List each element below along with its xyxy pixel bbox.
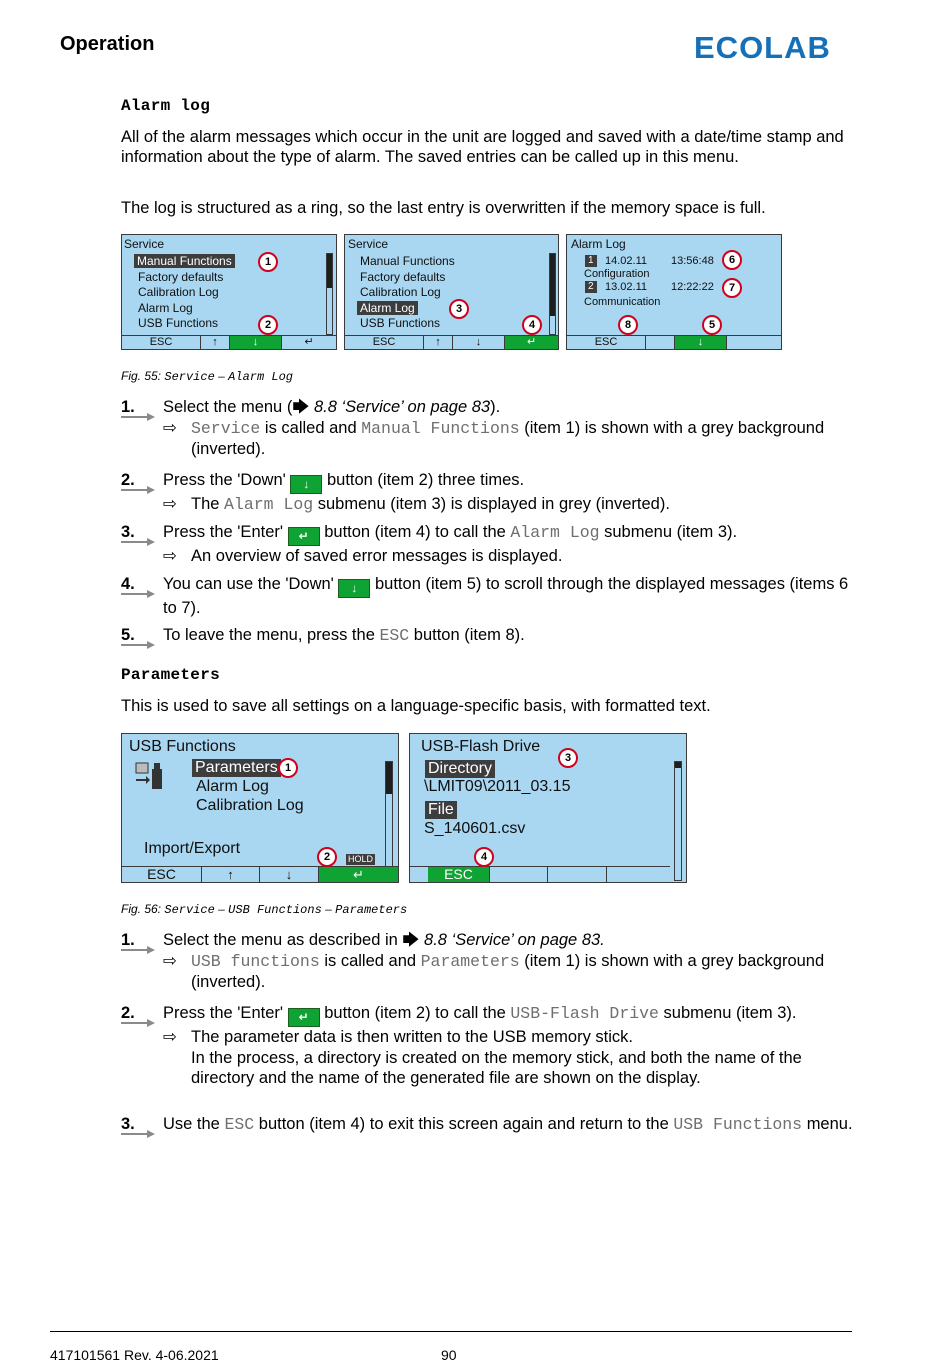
result-text: submenu (item 3) is displayed in grey (inverted). [317, 495, 670, 513]
softkey-esc: ESC [345, 336, 424, 349]
softkey-enter: ↵ [505, 336, 558, 349]
softkey-down: ↓ [260, 867, 319, 882]
code-text: USB functions [191, 951, 320, 971]
callout-7: 7 [722, 278, 742, 298]
callout-1: 1 [258, 252, 278, 272]
step-arrow-icon [121, 413, 157, 421]
menu-item-calibration-log: Calibration Log [196, 797, 304, 814]
code-text: ESC [224, 1115, 255, 1134]
menu-item-calibration-log: Calibration Log [138, 285, 219, 299]
menu-item-calibration-log: Calibration Log [360, 285, 441, 299]
caption-separator: – [325, 902, 332, 916]
caption-prefix: Fig. 56: [121, 902, 162, 916]
result-text: An overview of saved error messages is displayed. [191, 547, 563, 565]
menu-item-factory-defaults: Factory defaults [360, 270, 446, 284]
directory-label: Directory [425, 760, 495, 778]
step-arrow-icon [121, 1019, 157, 1027]
step-1-4 [121, 574, 861, 619]
footer-page-number: 90 [441, 1347, 457, 1363]
step-text: button (item 2) to call the [324, 1004, 506, 1022]
screen-service-1 [121, 234, 337, 350]
code-text: USB Functions [673, 1115, 803, 1134]
step-arrow-icon [121, 538, 157, 546]
menu-item-alarm-log: Alarm Log [138, 301, 193, 315]
file-value: S_140601.csv [424, 820, 526, 837]
callout-2: 2 [258, 315, 278, 335]
step-text: button (item 4) to call the [324, 523, 506, 541]
result-arrow-icon: ⇨ [163, 495, 177, 513]
usb-icon [134, 761, 166, 795]
figure-56-caption [121, 902, 407, 917]
directory-value: \LMIT09\2011_03.15 [424, 778, 571, 795]
file-label: File [425, 801, 457, 819]
menu-item-factory-defaults: Factory defaults [138, 270, 224, 284]
menu-item-manual-functions: Manual Functions [360, 254, 455, 268]
callout-8: 8 [618, 315, 638, 335]
screen-title: Service [124, 237, 165, 251]
callout-2: 2 [317, 847, 337, 867]
screen-title: Service [348, 237, 389, 251]
screen-title: USB Functions [129, 738, 236, 755]
entry-2-type: Communication [584, 296, 661, 308]
menu-item-manual-functions: Manual Functions [134, 254, 235, 268]
cross-reference-link[interactable]: 8.8 ‘Service’ on page 83. [424, 931, 605, 949]
caption-part: Parameters [335, 903, 408, 917]
step-number: 3. [121, 523, 135, 541]
alarm-paragraph-2: The log is structured as a ring, so the last entry is overwritten if the memory space is full. [121, 199, 766, 217]
cross-reference-link[interactable]: 8.8 ‘Service’ on page 83 [313, 398, 491, 416]
scrollbar [549, 253, 556, 335]
step-number: 3. [121, 1115, 135, 1133]
screen-title: USB-Flash Drive [421, 738, 541, 755]
step-text: Press the 'Enter' [163, 523, 284, 541]
entry-2-date: 13.02.11 [605, 281, 648, 293]
step-text: button (item 8). [413, 626, 525, 644]
entry-2-number: 2 [585, 281, 597, 293]
softkey-up: ↑ [424, 336, 453, 349]
import-export-label: Import/Export [144, 840, 241, 857]
scrollbar [674, 761, 682, 881]
figure-55-caption [121, 369, 293, 384]
menu-item-alarm-log: Alarm Log [357, 301, 418, 315]
softkey-esc: ESC [122, 336, 201, 349]
step-2-3 [121, 1114, 861, 1136]
softkey-enter: ↵ [319, 867, 398, 882]
softkey-esc: ESC [428, 867, 490, 882]
step-number: 1. [121, 931, 135, 949]
screen-title: Alarm Log [571, 237, 626, 251]
code-text: USB-Flash Drive [510, 1004, 659, 1023]
softkey-esc: ESC [567, 336, 646, 349]
step-number: 1. [121, 398, 135, 416]
callout-3: 3 [449, 299, 469, 319]
section-title-alarm-log: Alarm log [121, 97, 211, 115]
softkey-bar [345, 335, 558, 349]
step-arrow-icon [121, 1130, 157, 1138]
screen-usb-flash-drive [409, 733, 687, 883]
callout-4: 4 [522, 315, 542, 335]
step-text: submenu (item 3). [604, 523, 738, 541]
ecolab-logo [694, 30, 854, 62]
link-arrow-icon: 🡆 [402, 931, 425, 949]
footer-divider [50, 1331, 852, 1332]
result-text: (item 1) is shown with a grey background (inverted). [191, 418, 825, 458]
softkey-up: ↑ [202, 867, 260, 882]
menu-item-parameters: Parameters [192, 759, 281, 777]
caption-part: Service [164, 370, 215, 384]
result-text: The [191, 495, 220, 513]
step-text: Press the 'Down' [163, 471, 286, 489]
hold-badge: HOLD [348, 854, 374, 864]
step-text: menu. [806, 1115, 853, 1133]
step-text: button (item 2) three times. [326, 471, 525, 489]
alarm-paragraph-1: All of the alarm messages which occur in the unit are logged and saved with a date/time stamp and information about the type of alarm. The saved entries can be called up in this menu. [121, 128, 844, 166]
step-number: 5. [121, 626, 135, 644]
code-text: Alarm Log [510, 523, 600, 542]
result-arrow-icon: ⇨ [163, 951, 177, 970]
caption-part: Service [164, 903, 215, 917]
softkey-esc: ESC [122, 867, 202, 882]
softkey-down: ↓ [453, 336, 505, 349]
step-text: To leave the menu, press the [163, 626, 375, 644]
softkey-bar [122, 866, 398, 882]
page-header-title: Operation [60, 33, 155, 55]
caption-part: Alarm Log [228, 370, 293, 384]
caption-prefix: Fig. 55: [121, 369, 162, 383]
menu-item-alarm-log: Alarm Log [196, 778, 269, 795]
footer-document-number: 417101561 Rev. 4-06.2021 [50, 1347, 219, 1363]
step-text: You can use the 'Down' [163, 575, 334, 593]
result-arrow-icon: ⇨ [163, 1028, 177, 1046]
menu-item-usb-functions: USB Functions [360, 316, 441, 330]
step-arrow-icon [121, 590, 157, 598]
step-number: 4. [121, 575, 135, 593]
step-text: submenu (item 3). [663, 1004, 797, 1022]
result-text: is called and [324, 951, 417, 970]
down-button-icon: ↓ [290, 475, 322, 494]
step-1-1 [121, 397, 861, 460]
softkey-blank [548, 867, 607, 882]
code-text: Alarm Log [224, 495, 314, 514]
callout-5: 5 [702, 315, 722, 335]
softkey-blank [646, 336, 675, 349]
softkey-enter: ↵ [304, 336, 314, 348]
step-text: Select the menu ( [163, 398, 293, 416]
entry-1-time: 13:56:48 [671, 255, 714, 267]
step-1-5 [121, 625, 861, 647]
section-title-parameters: Parameters [121, 666, 221, 684]
result-arrow-icon: ⇨ [163, 418, 177, 437]
logo-text: ECOLAB [694, 30, 831, 62]
softkey-bar [410, 866, 670, 882]
step-arrow-icon [121, 641, 157, 649]
callout-3: 3 [558, 748, 578, 768]
callout-6: 6 [722, 250, 742, 270]
caption-part: USB Functions [228, 903, 322, 917]
step-text: Use the [163, 1115, 220, 1133]
scrollbar [326, 253, 333, 335]
step-text: button (item 4) to exit this screen again and return to the [258, 1115, 669, 1133]
enter-button-icon: ↵ [288, 1008, 320, 1027]
step-arrow-icon [121, 946, 157, 954]
code-text: Service [191, 418, 261, 438]
parameters-paragraph: This is used to save all settings on a language-specific basis, with formatted text. [121, 697, 711, 715]
softkey-up: ↑ [201, 336, 230, 349]
enter-button-icon: ↵ [288, 527, 320, 546]
entry-1-type: Configuration [584, 268, 650, 280]
step-text: Select the menu as described in [163, 931, 398, 949]
step-1-3 [121, 522, 861, 567]
step-2-1 [121, 930, 861, 993]
down-button-icon: ↓ [338, 579, 370, 598]
step-number: 2. [121, 471, 135, 489]
softkey-bar [567, 335, 781, 349]
step-number: 2. [121, 1004, 135, 1022]
entry-2-time: 12:22:22 [671, 281, 714, 293]
step-text: ). [490, 398, 501, 416]
callout-4: 4 [474, 847, 494, 867]
softkey-down: ↓ [675, 336, 727, 349]
link-arrow-icon: 🡆 [292, 398, 314, 416]
softkey-blank [490, 867, 548, 882]
result-text: In the process, a directory is created on the memory stick, and both the name of the directory and the name of the generated file are shown on the display. [191, 1048, 802, 1087]
callout-1: 1 [278, 758, 298, 778]
caption-separator: – [218, 369, 225, 383]
softkey-bar [122, 335, 336, 349]
screen-usb-functions [121, 733, 399, 883]
entry-1-date: 14.02.11 [605, 255, 648, 267]
result-text: is called and [264, 418, 357, 437]
entry-1-number: 1 [585, 255, 597, 267]
code-text: Parameters [420, 951, 520, 971]
scrollbar [385, 761, 393, 868]
caption-separator: – [218, 902, 225, 916]
step-1-2 [121, 470, 861, 516]
result-text: The parameter data is then written to the USB memory stick. [191, 1028, 634, 1046]
screen-service-2 [344, 234, 559, 350]
code-text: ESC [379, 626, 410, 645]
menu-item-usb-functions: USB Functions [138, 316, 219, 330]
screen-alarm-log [566, 234, 782, 350]
softkey-blank [727, 336, 781, 349]
step-2-2 [121, 1003, 861, 1089]
step-text: button (item 5) to scroll through the displayed messages (items 6 to 7). [163, 575, 849, 617]
result-text: (item 1) is shown with a grey background (inverted). [191, 951, 825, 991]
step-text: Press the 'Enter' [163, 1004, 284, 1022]
result-arrow-icon: ⇨ [163, 547, 177, 565]
step-arrow-icon [121, 486, 157, 494]
code-text: Manual Functions [361, 418, 520, 438]
softkey-down: ↓ [230, 336, 282, 349]
